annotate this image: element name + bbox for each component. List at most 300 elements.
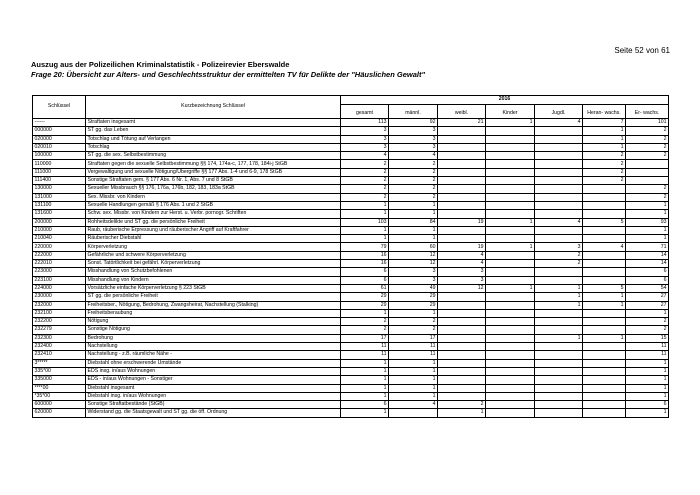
cell-erwachs: 6 xyxy=(626,268,669,276)
row-name: EDS - in/aus Wohnungen - Sonstiger xyxy=(86,376,341,384)
table-row xyxy=(33,409,669,417)
table-row xyxy=(33,193,669,201)
row-name: EDS insg. in/aus Wohnungen xyxy=(86,367,341,375)
cell-gesamt: 1 xyxy=(341,309,389,317)
cell-erwachs: 2 xyxy=(626,318,669,326)
cell-heranwachs: 1 xyxy=(583,127,626,135)
cell-heranwachs xyxy=(583,226,626,234)
header-col-erwachs: Er- wachs. xyxy=(626,105,669,119)
cell-gesamt: 29 xyxy=(341,293,389,301)
cell-heranwachs xyxy=(583,367,626,375)
cell-gesamt: 16 xyxy=(341,251,389,259)
cell-gesamt: 2 xyxy=(341,177,389,185)
cell-jugdl: 1 xyxy=(535,301,583,309)
row-name: Sonstige Straftaten gem. § 177 Abs. 6 Nr. 1, Abs. 7 und 8 StGB xyxy=(86,177,341,185)
cell-heranwachs xyxy=(583,193,626,201)
cell-kinder xyxy=(486,384,535,392)
row-name: Totschlag und Tötung auf Verlangen xyxy=(86,135,341,143)
row-key: 232410 xyxy=(33,351,86,359)
cell-kinder xyxy=(486,334,535,342)
header-col-heranwachs: Heran- wachs. xyxy=(583,105,626,119)
cell-erwachs: 27 xyxy=(626,293,669,301)
cell-erwachs: 2 xyxy=(626,135,669,143)
cell-jugdl xyxy=(535,326,583,334)
cell-heranwachs xyxy=(583,318,626,326)
row-name: Vergewaltigung und sexuelle Nötigung/Übergriffe §§ 177 Abs. 1-4 und 6-9, 178 StGB xyxy=(86,168,341,176)
cell-jugdl: 1 xyxy=(535,293,583,301)
cell-jugdl xyxy=(535,193,583,201)
table-row xyxy=(33,376,669,384)
row-name: Raub, räuberische Erpressung und räuberischer Angriff auf Kraftfahrer xyxy=(86,226,341,234)
row-key: 020010 xyxy=(33,143,86,151)
cell-weibl xyxy=(438,135,486,143)
table-row xyxy=(33,177,669,185)
cell-maennl: 2 xyxy=(389,185,438,193)
cell-erwachs: 1 xyxy=(626,392,669,400)
cell-heranwachs xyxy=(583,251,626,259)
table-row xyxy=(33,392,669,400)
row-name: Nachstellung - z.B. räumliche Nähe - xyxy=(86,351,341,359)
cell-erwachs: 1 xyxy=(626,384,669,392)
header-col-jugdl: Jugdl. xyxy=(535,105,583,119)
cell-kinder xyxy=(486,326,535,334)
cell-kinder xyxy=(486,351,535,359)
row-name: Diebstahl insg. in/aus Wohnungen xyxy=(86,392,341,400)
row-name: Räuberischer Diebstahl xyxy=(86,235,341,243)
table-row xyxy=(33,168,669,176)
row-key: 111400 xyxy=(33,177,86,185)
cell-weibl xyxy=(438,351,486,359)
cell-heranwachs xyxy=(583,326,626,334)
cell-maennl: 1 xyxy=(389,201,438,209)
cell-kinder xyxy=(486,301,535,309)
cell-erwachs: 54 xyxy=(626,284,669,292)
table-row xyxy=(33,260,669,268)
row-key: 600000 xyxy=(33,401,86,409)
cell-jugdl xyxy=(535,235,583,243)
cell-kinder xyxy=(486,409,535,417)
row-key: 110000 xyxy=(33,160,86,168)
cell-maennl: 4 xyxy=(389,401,438,409)
row-name: Diebstahl insgesamt xyxy=(86,384,341,392)
row-key: 3***** xyxy=(33,359,86,367)
cell-weibl xyxy=(438,376,486,384)
cell-weibl xyxy=(438,201,486,209)
cell-maennl: 2 xyxy=(389,193,438,201)
cell-weibl xyxy=(438,367,486,375)
row-key: 020000 xyxy=(33,135,86,143)
row-name: Sonstige Straftatbestände (StGB) xyxy=(86,401,341,409)
cell-maennl: 3 xyxy=(389,135,438,143)
cell-weibl: 12 xyxy=(438,284,486,292)
cell-maennl: 1 xyxy=(389,226,438,234)
row-key: 000000 xyxy=(33,127,86,135)
cell-maennl: 11 xyxy=(389,351,438,359)
table-row xyxy=(33,135,669,143)
cell-jugdl xyxy=(535,343,583,351)
cell-jugdl xyxy=(535,143,583,151)
cell-maennl: 3 xyxy=(389,276,438,284)
cell-erwachs: 2 xyxy=(626,185,669,193)
cell-kinder xyxy=(486,343,535,351)
cell-jugdl xyxy=(535,160,583,168)
cell-weibl xyxy=(438,210,486,218)
cell-kinder: 1 xyxy=(486,284,535,292)
cell-gesamt: 29 xyxy=(341,301,389,309)
cell-weibl xyxy=(438,309,486,317)
cell-heranwachs: 4 xyxy=(583,243,626,251)
cell-weibl: 4 xyxy=(438,251,486,259)
cell-jugdl xyxy=(535,359,583,367)
row-key: 230000 xyxy=(33,293,86,301)
cell-erwachs: 93 xyxy=(626,218,669,226)
cell-kinder xyxy=(486,251,535,259)
cell-kinder xyxy=(486,160,535,168)
cell-heranwachs xyxy=(583,235,626,243)
row-name: Straftaten gegen die sexuelle Selbstbestimmung §§ 174, 174a-c, 177, 178, 184i-j StGB xyxy=(86,160,341,168)
cell-gesamt: 79 xyxy=(341,243,389,251)
cell-gesamt: 2 xyxy=(341,318,389,326)
row-key: 224000 xyxy=(33,284,86,292)
cell-maennl: 49 xyxy=(389,284,438,292)
table-row xyxy=(33,284,669,292)
cell-maennl: 2 xyxy=(389,168,438,176)
cell-maennl: 1 xyxy=(389,359,438,367)
cell-heranwachs: 2 xyxy=(583,168,626,176)
row-key: ------ xyxy=(33,119,86,127)
row-key: 210000 xyxy=(33,226,86,234)
cell-erwachs: 14 xyxy=(626,251,669,259)
cell-kinder xyxy=(486,309,535,317)
row-key: 620000 xyxy=(33,409,86,417)
table-row xyxy=(33,143,669,151)
cell-weibl xyxy=(438,185,486,193)
row-key: 222000 xyxy=(33,251,86,259)
cell-weibl: 2 xyxy=(438,401,486,409)
row-name: Sex. Missbr. von Kindern xyxy=(86,193,341,201)
cell-kinder: 1 xyxy=(486,119,535,127)
cell-kinder xyxy=(486,127,535,135)
header-row-year xyxy=(33,96,669,105)
cell-jugdl xyxy=(535,376,583,384)
cell-maennl: 3 xyxy=(389,143,438,151)
table-row xyxy=(33,293,669,301)
cell-weibl: 19 xyxy=(438,243,486,251)
row-name: Freiheitsber., Nötigung, Bedrohung, Zwangsheirat, Nachstellung (Stalking) xyxy=(86,301,341,309)
cell-gesamt: 113 xyxy=(341,119,389,127)
cell-kinder xyxy=(486,401,535,409)
cell-jugdl xyxy=(535,392,583,400)
cell-jugdl xyxy=(535,367,583,375)
cell-gesamt: 11 xyxy=(341,351,389,359)
cell-erwachs: 11 xyxy=(626,351,669,359)
cell-maennl: 1 xyxy=(389,309,438,317)
cell-gesamt: 1 xyxy=(341,384,389,392)
cell-gesamt: 103 xyxy=(341,218,389,226)
row-key: 222010 xyxy=(33,260,86,268)
cell-heranwachs: 1 xyxy=(583,135,626,143)
cell-jugdl xyxy=(535,351,583,359)
row-name: Totschlag xyxy=(86,143,341,151)
cell-weibl: 3 xyxy=(438,268,486,276)
cell-gesamt: 1 xyxy=(341,367,389,375)
cell-maennl: 12 xyxy=(389,251,438,259)
cell-heranwachs: 2 xyxy=(583,177,626,185)
cell-gesamt: 1 xyxy=(341,210,389,218)
row-key: 232279 xyxy=(33,326,86,334)
document-title: Auszug aus der Polizeilichen Kriminalstatistik - Polizeirevier Eberswalde xyxy=(31,60,290,69)
cell-maennl: 2 xyxy=(389,318,438,326)
cell-erwachs: 6 xyxy=(626,276,669,284)
cell-gesamt: 3 xyxy=(341,135,389,143)
cell-erwachs: 1 xyxy=(626,309,669,317)
table-body xyxy=(33,119,669,418)
table-row xyxy=(33,251,669,259)
cell-heranwachs: 2 xyxy=(583,160,626,168)
table-row xyxy=(33,326,669,334)
cell-heranwachs xyxy=(583,268,626,276)
cell-heranwachs xyxy=(583,392,626,400)
row-key: 200000 xyxy=(33,218,86,226)
table-row xyxy=(33,343,669,351)
cell-heranwachs xyxy=(583,351,626,359)
cell-kinder xyxy=(486,367,535,375)
cell-kinder xyxy=(486,143,535,151)
cell-gesamt: 1 xyxy=(341,359,389,367)
row-key: 100000 xyxy=(33,152,86,160)
cell-gesamt: 1 xyxy=(341,392,389,400)
cell-jugdl xyxy=(535,226,583,234)
table-row xyxy=(33,359,669,367)
cell-weibl xyxy=(438,226,486,234)
cell-erwachs: 14 xyxy=(626,260,669,268)
cell-heranwachs xyxy=(583,401,626,409)
cell-maennl: 1 xyxy=(389,384,438,392)
row-key: 130000 xyxy=(33,185,86,193)
cell-weibl: 4 xyxy=(438,260,486,268)
cell-erwachs: 1 xyxy=(626,359,669,367)
row-name: Schw. sex. Missbr. von Kindern zur Herst. u. Verbr. pornogr. Schriften xyxy=(86,210,341,218)
cell-heranwachs xyxy=(583,210,626,218)
cell-erwachs: 71 xyxy=(626,243,669,251)
cell-jugdl: 2 xyxy=(535,251,583,259)
cell-erwachs: 15 xyxy=(626,334,669,342)
row-name: ST gg. die sex. Selbstbestimmung xyxy=(86,152,341,160)
header-name: Kurzbezeichnung Schlüssel xyxy=(86,96,341,119)
row-name: Sexuelle Handlungen gemäß § 176 Abs. 1 und 2 StGB xyxy=(86,201,341,209)
cell-maennl: 12 xyxy=(389,260,438,268)
cell-jugdl xyxy=(535,401,583,409)
cell-heranwachs xyxy=(583,409,626,417)
cell-maennl: 3 xyxy=(389,268,438,276)
table-row xyxy=(33,152,669,160)
row-name: Misshandlung von Schutzbefohlenen xyxy=(86,268,341,276)
cell-erwachs: 27 xyxy=(626,301,669,309)
row-name: Sonstige Nötigung xyxy=(86,326,341,334)
cell-kinder: 1 xyxy=(486,243,535,251)
cell-erwachs: 11 xyxy=(626,343,669,351)
row-name: Sonst. Tatörtlichkeit bei gefährl. Körperverletzung xyxy=(86,260,341,268)
cell-jugdl xyxy=(535,318,583,326)
cell-maennl: 1 xyxy=(389,235,438,243)
row-name: ST gg. die persönliche Freiheit xyxy=(86,293,341,301)
header-col-weibl: weibl. xyxy=(438,105,486,119)
cell-weibl: 19 xyxy=(438,218,486,226)
row-key: 232200 xyxy=(33,318,86,326)
header-col-maennl: männl. xyxy=(389,105,438,119)
cell-erwachs: 1 xyxy=(626,367,669,375)
cell-erwachs: 2 xyxy=(626,152,669,160)
cell-erwachs: 101 xyxy=(626,119,669,127)
cell-maennl: 1 xyxy=(389,210,438,218)
row-key: 223000 xyxy=(33,268,86,276)
table-row xyxy=(33,309,669,317)
cell-jugdl xyxy=(535,185,583,193)
cell-jugdl xyxy=(535,201,583,209)
document-subtitle: Frage 20: Übersicht zur Alters- und Geschlechtsstruktur der ermittelten TV für Delikte der "Häuslichen Gewalt" xyxy=(31,70,426,79)
cell-maennl: 29 xyxy=(389,293,438,301)
cell-gesamt: 17 xyxy=(341,334,389,342)
cell-erwachs: 1 xyxy=(626,409,669,417)
cell-weibl xyxy=(438,318,486,326)
cell-weibl xyxy=(438,334,486,342)
cell-maennl xyxy=(389,409,438,417)
cell-kinder xyxy=(486,226,535,234)
cell-gesamt: 2 xyxy=(341,168,389,176)
cell-jugdl: 3 xyxy=(535,243,583,251)
row-key: 335*00 xyxy=(33,367,86,375)
table-row xyxy=(33,384,669,392)
cell-erwachs xyxy=(626,168,669,176)
cell-weibl: 3 xyxy=(438,276,486,284)
table-row xyxy=(33,119,669,127)
cell-maennl: 1 xyxy=(389,392,438,400)
row-key: 131100 xyxy=(33,201,86,209)
cell-kinder xyxy=(486,376,535,384)
row-name: Nötigung xyxy=(86,318,341,326)
statistics-table xyxy=(32,95,669,418)
cell-weibl xyxy=(438,359,486,367)
table-row xyxy=(33,301,669,309)
cell-maennl: 3 xyxy=(389,127,438,135)
cell-heranwachs: 1 xyxy=(583,143,626,151)
cell-heranwachs: 1 xyxy=(583,301,626,309)
cell-kinder xyxy=(486,201,535,209)
cell-gesamt: 1 xyxy=(341,409,389,417)
cell-jugdl: 1 xyxy=(535,334,583,342)
cell-kinder xyxy=(486,293,535,301)
table-row xyxy=(33,160,669,168)
cell-erwachs: 1 xyxy=(626,226,669,234)
cell-kinder xyxy=(486,276,535,284)
cell-gesamt: 2 xyxy=(341,193,389,201)
cell-kinder xyxy=(486,177,535,185)
row-name: Körperverletzung xyxy=(86,243,341,251)
row-key: 223100 xyxy=(33,276,86,284)
cell-kinder xyxy=(486,318,535,326)
cell-heranwachs xyxy=(583,201,626,209)
cell-kinder xyxy=(486,260,535,268)
cell-gesamt: 2 xyxy=(341,160,389,168)
cell-gesamt: 6 xyxy=(341,276,389,284)
cell-weibl xyxy=(438,143,486,151)
cell-maennl: 2 xyxy=(389,177,438,185)
cell-heranwachs: 1 xyxy=(583,334,626,342)
cell-gesamt: 16 xyxy=(341,260,389,268)
cell-weibl: 21 xyxy=(438,119,486,127)
table-row xyxy=(33,401,669,409)
row-name: Vorsätzliche einfache Körperverletzung § 223 StGB xyxy=(86,284,341,292)
cell-jugdl xyxy=(535,276,583,284)
cell-weibl xyxy=(438,160,486,168)
row-key: *35*00 xyxy=(33,392,86,400)
row-key: 232000 xyxy=(33,301,86,309)
cell-maennl: 60 xyxy=(389,243,438,251)
cell-weibl xyxy=(438,326,486,334)
cell-weibl xyxy=(438,301,486,309)
cell-heranwachs xyxy=(583,276,626,284)
cell-weibl xyxy=(438,152,486,160)
cell-weibl xyxy=(438,127,486,135)
cell-maennl: 92 xyxy=(389,119,438,127)
cell-gesamt: 6 xyxy=(341,268,389,276)
cell-erwachs xyxy=(626,160,669,168)
cell-heranwachs xyxy=(583,185,626,193)
cell-maennl: 29 xyxy=(389,301,438,309)
row-key: 335000 xyxy=(33,376,86,384)
cell-kinder xyxy=(486,168,535,176)
cell-heranwachs: 1 xyxy=(583,293,626,301)
cell-jugdl xyxy=(535,268,583,276)
table-row xyxy=(33,218,669,226)
cell-kinder xyxy=(486,152,535,160)
table-row xyxy=(33,351,669,359)
header-col-gesamt: gesamt xyxy=(341,105,389,119)
cell-weibl xyxy=(438,384,486,392)
header-key: Schlüssel xyxy=(33,96,86,119)
cell-gesamt: 2 xyxy=(341,185,389,193)
cell-jugdl xyxy=(535,152,583,160)
cell-kinder xyxy=(486,392,535,400)
cell-erwachs: 6 xyxy=(626,401,669,409)
cell-maennl: 1 xyxy=(389,367,438,375)
cell-gesamt: 11 xyxy=(341,343,389,351)
row-name: Bedrohung xyxy=(86,334,341,342)
row-name: Gefährliche und schwere Körperverletzung xyxy=(86,251,341,259)
cell-weibl xyxy=(438,392,486,400)
table-row xyxy=(33,201,669,209)
row-name: Straftaten insgesamt xyxy=(86,119,341,127)
table-row xyxy=(33,334,669,342)
header-col-kinder: Kinder xyxy=(486,105,535,119)
cell-heranwachs: 5 xyxy=(583,284,626,292)
cell-jugdl xyxy=(535,409,583,417)
table-row xyxy=(33,235,669,243)
cell-heranwachs xyxy=(583,359,626,367)
cell-kinder xyxy=(486,193,535,201)
cell-maennl: 4 xyxy=(389,152,438,160)
cell-jugdl xyxy=(535,177,583,185)
row-key: ****00 xyxy=(33,384,86,392)
cell-gesamt: 3 xyxy=(341,127,389,135)
cell-maennl: 11 xyxy=(389,343,438,351)
cell-erwachs: 2 xyxy=(626,143,669,151)
table-row xyxy=(33,268,669,276)
cell-kinder xyxy=(486,235,535,243)
cell-gesamt: 1 xyxy=(341,201,389,209)
cell-heranwachs xyxy=(583,260,626,268)
cell-kinder xyxy=(486,210,535,218)
